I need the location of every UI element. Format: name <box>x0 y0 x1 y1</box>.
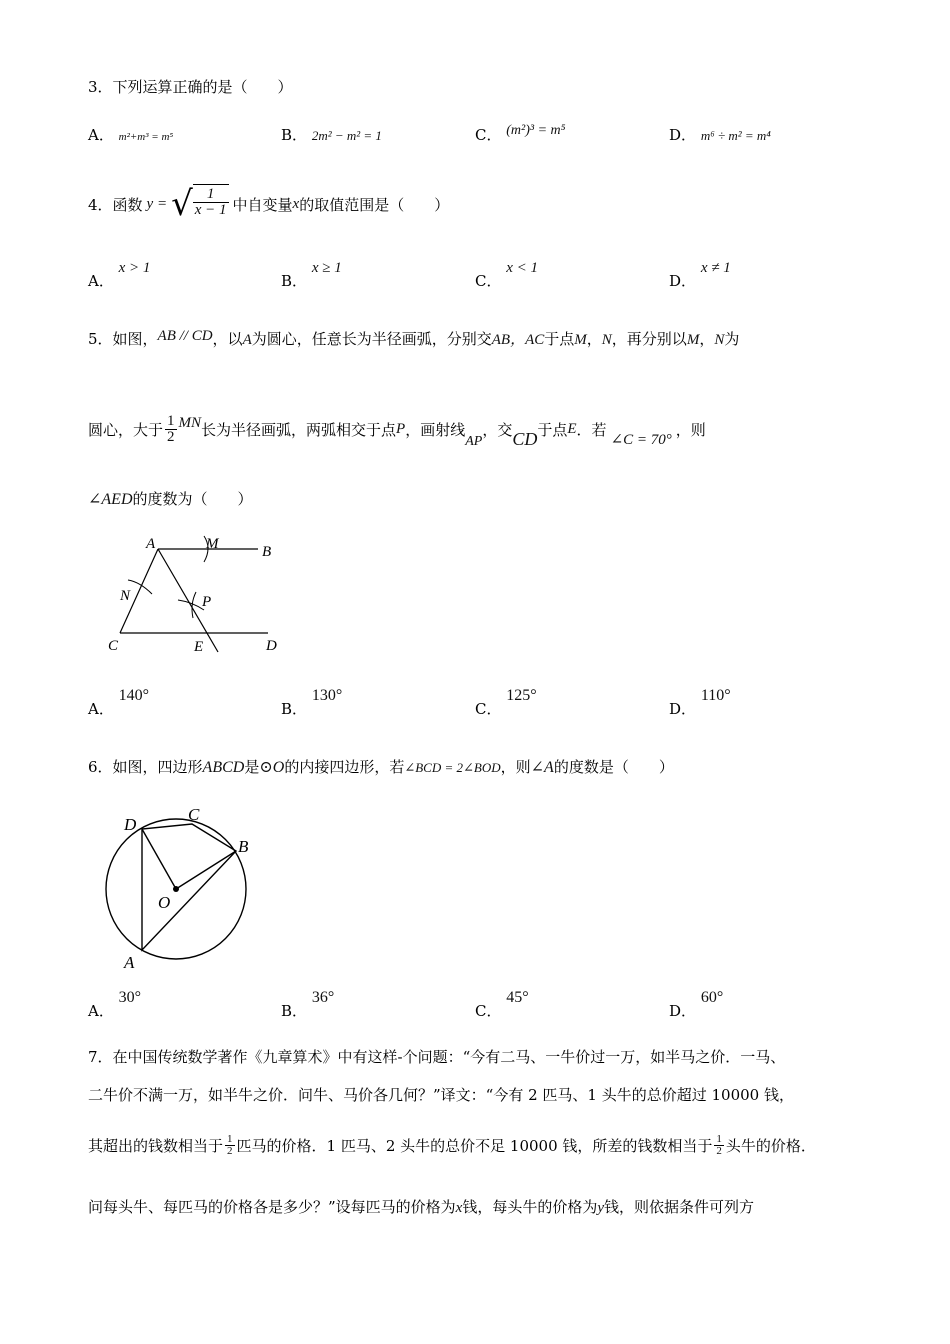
option-label: C． <box>475 126 502 144</box>
option-label: B． <box>281 126 308 144</box>
point-label: N <box>601 332 612 348</box>
stem-text: 其超出的钱数相当于 <box>88 1137 224 1155</box>
option-label: C． <box>475 1002 502 1020</box>
q5-stem-line2 <box>88 413 706 449</box>
option-expr: m²+m³ = m⁵ <box>118 131 174 143</box>
option-label: D． <box>669 126 697 144</box>
stem-text: 圆心，大于 <box>88 421 164 439</box>
stem-text: 为 <box>724 330 740 348</box>
stem-text: 匹马的价格．1 匹马、2 头牛的总价不足 10000 钱，所差的钱数相当于 <box>236 1137 713 1155</box>
quad-label: ABCD <box>202 759 245 776</box>
numerator: 1 <box>227 1133 233 1145</box>
angle-condition: ∠C = 70° <box>610 432 672 448</box>
label-n: N <box>120 588 131 604</box>
q7-line2: 二牛价不满一万，如半牛之价．问牛、马价各几何？”译文：“今有 2 匹马、1 头牛的总价超过 10000 钱， <box>88 1086 794 1104</box>
segment-label: CD <box>512 429 538 449</box>
option-label: B． <box>281 700 308 718</box>
q3-stem: 3．下列运算正确的是（ ） <box>88 78 293 96</box>
q5-option-d[interactable] <box>669 684 731 718</box>
point-label: M <box>686 332 700 348</box>
option-value: 130° <box>311 687 343 704</box>
option-value: 45° <box>506 989 529 1006</box>
q4-option-a[interactable] <box>88 256 151 290</box>
option-value: 30° <box>118 989 142 1006</box>
option-expr: x ≥ 1 <box>311 260 342 276</box>
q4-option-c[interactable] <box>475 256 539 290</box>
stem-text: ，则 <box>675 421 706 439</box>
circle-label: ⊙O <box>259 759 285 776</box>
option-label: D． <box>669 272 697 290</box>
label-m: M <box>206 536 219 552</box>
stem-text: 6．如图，四边形 <box>88 758 203 776</box>
q5-stem-line3 <box>88 488 253 509</box>
option-label: D． <box>669 700 697 718</box>
option-value: 125° <box>506 687 537 704</box>
q3-option-a[interactable] <box>88 124 173 145</box>
label-a: A <box>124 953 135 972</box>
stem-text: 的度数为（ ） <box>132 490 253 508</box>
fraction <box>225 1134 235 1157</box>
q7-line3 <box>88 1134 816 1157</box>
angle-condition: ∠BCD = 2∠BOD <box>404 760 501 775</box>
stem-text: 的取值范围是（ ） <box>299 195 450 214</box>
fraction <box>165 414 177 445</box>
option-label: A． <box>88 126 114 144</box>
stem-text: ，以 <box>212 330 243 348</box>
stem-text: 头牛的价格． <box>725 1137 816 1155</box>
angle-label: ∠AED <box>88 491 133 508</box>
option-label: B． <box>281 272 308 290</box>
stem-text: 问每头牛、每匹马的价格各是多少？”设每匹马的价格为 <box>88 1198 456 1216</box>
q5-option-c[interactable] <box>475 684 537 718</box>
q4-stem <box>88 180 449 228</box>
denominator: 2 <box>227 1145 233 1157</box>
stem-text: 于点 <box>537 421 568 439</box>
q6-figure <box>100 800 270 976</box>
segment-od <box>142 829 176 889</box>
option-expr: x > 1 <box>118 260 151 276</box>
numerator: 1 <box>716 1133 722 1145</box>
q6-option-b[interactable] <box>281 986 335 1020</box>
label-d: D <box>124 815 137 834</box>
arc-n <box>128 580 152 594</box>
q3-option-d[interactable] <box>669 124 771 145</box>
quadrilateral-abcd <box>142 824 236 950</box>
option-expr: (m²)³ = m⁵ <box>506 123 566 138</box>
variable: x <box>292 195 300 212</box>
variable: x <box>455 1200 463 1216</box>
q4-option-d[interactable] <box>669 256 731 290</box>
option-value: 110° <box>700 687 731 704</box>
option-label: C． <box>475 272 502 290</box>
label-c: C <box>108 638 119 654</box>
option-expr: x < 1 <box>506 260 539 276</box>
q5-stem-line1 <box>88 328 739 349</box>
label-o: O <box>158 893 171 912</box>
stem-text: ，交 <box>482 421 513 439</box>
denominator: 2 <box>167 429 175 445</box>
q7-line4 <box>88 1196 754 1217</box>
q6-stem <box>88 756 674 777</box>
center-point <box>173 886 179 892</box>
stem-text: 于点 <box>544 330 575 348</box>
radical-sign: √ <box>171 184 193 224</box>
option-expr: 2m² − m² = 1 <box>311 128 382 143</box>
label-p: P <box>202 594 212 610</box>
option-value: 36° <box>311 989 335 1006</box>
label-e: E <box>194 639 204 655</box>
point-label: P <box>396 421 406 437</box>
option-label: A． <box>88 272 114 290</box>
q6-option-c[interactable] <box>475 986 529 1020</box>
stem-text: 的度数是（ ） <box>553 758 674 776</box>
angle-label: ∠A <box>530 759 554 776</box>
label-a: A <box>146 536 156 552</box>
stem-text: 钱，每头牛的价格为 <box>462 1198 598 1216</box>
stem-text: ，再分别以 <box>611 330 687 348</box>
sqrt-expression <box>171 180 228 228</box>
option-label: D． <box>669 1002 697 1020</box>
stem-text: ， <box>586 330 602 348</box>
q5-option-a[interactable] <box>88 684 150 718</box>
stem-text: 中自变量 <box>232 195 293 214</box>
label-d: D <box>266 638 277 654</box>
fraction <box>193 184 229 228</box>
numerator: 1 <box>193 187 229 203</box>
stem-text: 钱，则依据条件可列方 <box>604 1198 755 1216</box>
point-label: M <box>574 332 587 348</box>
stem-text: ， <box>699 330 715 348</box>
point-label: A <box>242 332 252 348</box>
q7-line1: 7．在中国传统数学著作《九章算术》中有这样-个问题：“今有二马、一牛价过一万，如半马之价．一马、 <box>88 1048 786 1066</box>
option-label: B． <box>281 1002 308 1020</box>
q6-option-d[interactable] <box>669 986 724 1020</box>
stem-text: 为圆心，任意长为半径画弧，分别交 <box>251 330 492 348</box>
option-expr: m⁶ ÷ m² = m⁴ <box>700 128 771 143</box>
label-b: B <box>238 837 249 856</box>
option-value: 60° <box>700 989 724 1006</box>
q5-figure <box>100 528 300 658</box>
option-label: C． <box>475 700 502 718</box>
option-expr: x ≠ 1 <box>700 260 731 276</box>
stem-text: 4．函数 <box>88 195 143 214</box>
parallel-expr: AB // CD <box>157 328 213 344</box>
denominator: x − 1 <box>194 202 227 218</box>
point-label: N <box>714 332 725 348</box>
stem-text: 长为半径画弧，两弧相交于点 <box>201 421 397 439</box>
option-label: A． <box>88 1002 114 1020</box>
stem-text: ，画射线 <box>405 421 466 439</box>
segment-label: MN <box>178 415 202 431</box>
label-c: C <box>188 805 200 824</box>
stem-text: ，则 <box>500 758 531 776</box>
stem-text: 5．如图， <box>88 330 158 348</box>
q4-option-b[interactable] <box>281 256 342 290</box>
variable: y <box>597 1200 605 1216</box>
fraction <box>714 1134 724 1157</box>
ray-label: AP <box>465 433 483 449</box>
stem-text: 的内接四边形，若 <box>284 758 405 776</box>
stem-text: ．若 <box>576 421 607 439</box>
label-b: B <box>262 544 272 560</box>
q3-option-b[interactable] <box>281 124 382 145</box>
q6-option-a[interactable] <box>88 986 142 1020</box>
denominator: 2 <box>716 1145 722 1157</box>
option-label: A． <box>88 700 114 718</box>
ray-labels: AB，AC <box>491 332 545 348</box>
func-var: y = <box>146 195 168 212</box>
q5-option-b[interactable] <box>281 684 343 718</box>
option-value: 140° <box>118 687 150 704</box>
stem-text: 是 <box>244 758 260 776</box>
q3-option-c[interactable] <box>475 118 566 144</box>
numerator: 1 <box>167 413 175 429</box>
point-label: E <box>567 421 577 437</box>
